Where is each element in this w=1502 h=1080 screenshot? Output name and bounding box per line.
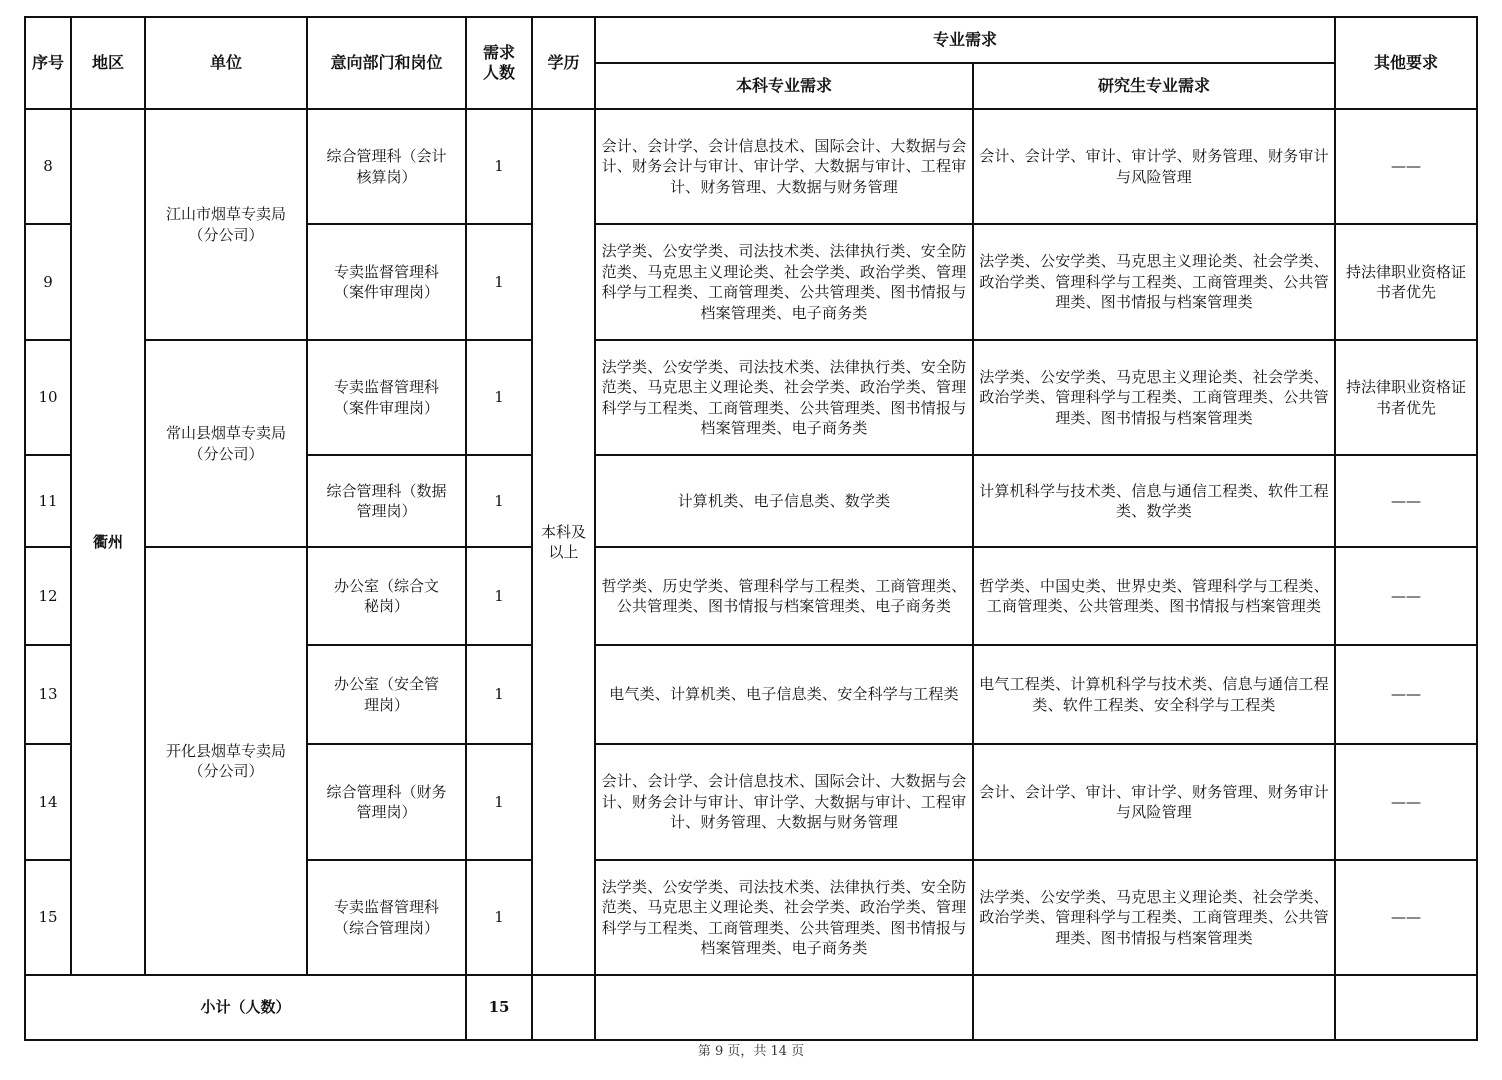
header-unit: 单位: [145, 17, 307, 109]
header-edu: 学历: [532, 17, 595, 109]
header-grad: 研究生专业需求: [973, 63, 1335, 109]
count-cell: 1: [466, 224, 532, 340]
dept-cell: 办公室（安全管理岗）: [307, 645, 466, 744]
header-undergrad: 本科专业需求: [595, 63, 973, 109]
undergrad-cell: 法学类、公安学类、司法技术类、法律执行类、安全防范类、马克思主义理论类、社会学类、政治学类、管理科学与工程类、工商管理类、公共管理类、图书情报与档案管理类、电子商务类: [595, 224, 973, 340]
seq-cell: 15: [25, 860, 71, 975]
subtotal-empty-cell: [595, 975, 973, 1040]
header-dept: 意向部门和岗位: [307, 17, 466, 109]
grad-cell: 法学类、公安学类、马克思主义理论类、社会学类、政治学类、管理科学与工程类、工商管理类、公共管理类、图书情报与档案管理类: [973, 224, 1335, 340]
seq-cell: 11: [25, 455, 71, 547]
dept-cell: 专卖监督管理科（案件审理岗）: [307, 340, 466, 455]
count-cell: 1: [466, 109, 532, 224]
subtotal-value: 15: [466, 975, 532, 1040]
dept-cell: 综合管理科（数据管理岗）: [307, 455, 466, 547]
other-cell: ——: [1335, 455, 1477, 547]
undergrad-cell: 哲学类、历史学类、管理科学与工程类、工商管理类、公共管理类、图书情报与档案管理类、电子商务类: [595, 547, 973, 645]
unit-cell: 常山县烟草专卖局（分公司）: [145, 340, 307, 547]
grad-cell: 会计、会计学、审计、审计学、财务管理、财务审计与风险管理: [973, 109, 1335, 224]
count-cell: 1: [466, 744, 532, 860]
dept-cell: 专卖监督管理科（综合管理岗）: [307, 860, 466, 975]
page-footer: 第 9 页，共 14 页: [697, 1044, 805, 1059]
seq-cell: 8: [25, 109, 71, 224]
region-cell: 衢州: [71, 109, 145, 975]
unit-cell: 开化县烟草专卖局（分公司）: [145, 547, 307, 975]
education-cell: 本科及以上: [532, 109, 595, 975]
dept-cell: 专卖监督管理科（案件审理岗）: [307, 224, 466, 340]
seq-cell: 9: [25, 224, 71, 340]
undergrad-cell: 法学类、公安学类、司法技术类、法律执行类、安全防范类、马克思主义理论类、社会学类、政治学类、管理科学与工程类、工商管理类、公共管理类、图书情报与档案管理类、电子商务类: [595, 860, 973, 975]
seq-cell: 14: [25, 744, 71, 860]
other-cell: ——: [1335, 645, 1477, 744]
undergrad-cell: 法学类、公安学类、司法技术类、法律执行类、安全防范类、马克思主义理论类、社会学类、政治学类、管理科学与工程类、工商管理类、公共管理类、图书情报与档案管理类、电子商务类: [595, 340, 973, 455]
count-cell: 1: [466, 547, 532, 645]
seq-cell: 13: [25, 645, 71, 744]
table-row: [25, 340, 1477, 455]
other-cell: 持法律职业资格证书者优先: [1335, 224, 1477, 340]
undergrad-cell: 会计、会计学、会计信息技术、国际会计、大数据与会计、财务会计与审计、审计学、大数据与审计、工程审计、财务管理、大数据与财务管理: [595, 744, 973, 860]
other-cell: ——: [1335, 744, 1477, 860]
table-row: [25, 547, 1477, 645]
grad-cell: 哲学类、中国史类、世界史类、管理科学与工程类、工商管理类、公共管理类、图书情报与档案管理类: [973, 547, 1335, 645]
table-row: [25, 109, 1477, 224]
seq-cell: 10: [25, 340, 71, 455]
header-other: 其他要求: [1335, 17, 1477, 109]
undergrad-cell: 会计、会计学、会计信息技术、国际会计、大数据与会计、财务会计与审计、审计学、大数据与审计、工程审计、财务管理、大数据与财务管理: [595, 109, 973, 224]
count-cell: 1: [466, 860, 532, 975]
header-major-group: 专业需求: [595, 17, 1335, 63]
seq-cell: 12: [25, 547, 71, 645]
undergrad-cell: 电气类、计算机类、电子信息类、安全科学与工程类: [595, 645, 973, 744]
undergrad-cell: 计算机类、电子信息类、数学类: [595, 455, 973, 547]
header-seq: 序号: [25, 17, 71, 109]
grad-cell: 电气工程类、计算机科学与技术类、信息与通信工程类、软件工程类、安全科学与工程类: [973, 645, 1335, 744]
unit-cell: 江山市烟草专卖局（分公司）: [145, 109, 307, 340]
header-count: 需求人数: [466, 17, 532, 109]
grad-cell: 计算机科学与技术类、信息与通信工程类、软件工程类、数学类: [973, 455, 1335, 547]
other-cell: 持法律职业资格证书者优先: [1335, 340, 1477, 455]
count-cell: 1: [466, 645, 532, 744]
other-cell: ——: [1335, 860, 1477, 975]
grad-cell: 法学类、公安学类、马克思主义理论类、社会学类、政治学类、管理科学与工程类、工商管理类、公共管理类、图书情报与档案管理类: [973, 340, 1335, 455]
dept-cell: 综合管理科（会计核算岗）: [307, 109, 466, 224]
dept-cell: 办公室（综合文秘岗）: [307, 547, 466, 645]
other-cell: ——: [1335, 109, 1477, 224]
header-row-1: [25, 17, 1477, 63]
other-cell: ——: [1335, 547, 1477, 645]
subtotal-row: [25, 975, 1477, 1040]
subtotal-empty-cell: [973, 975, 1335, 1040]
subtotal-empty-cell: [1335, 975, 1477, 1040]
count-cell: 1: [466, 455, 532, 547]
count-cell: 1: [466, 340, 532, 455]
grad-cell: 法学类、公安学类、马克思主义理论类、社会学类、政治学类、管理科学与工程类、工商管理类、公共管理类、图书情报与档案管理类: [973, 860, 1335, 975]
grad-cell: 会计、会计学、审计、审计学、财务管理、财务审计与风险管理: [973, 744, 1335, 860]
dept-cell: 综合管理科（财务管理岗）: [307, 744, 466, 860]
header-region: 地区: [71, 17, 145, 109]
subtotal-label: 小计（人数）: [25, 975, 466, 1040]
job-table: [24, 16, 1478, 1041]
subtotal-empty-cell: [532, 975, 595, 1040]
